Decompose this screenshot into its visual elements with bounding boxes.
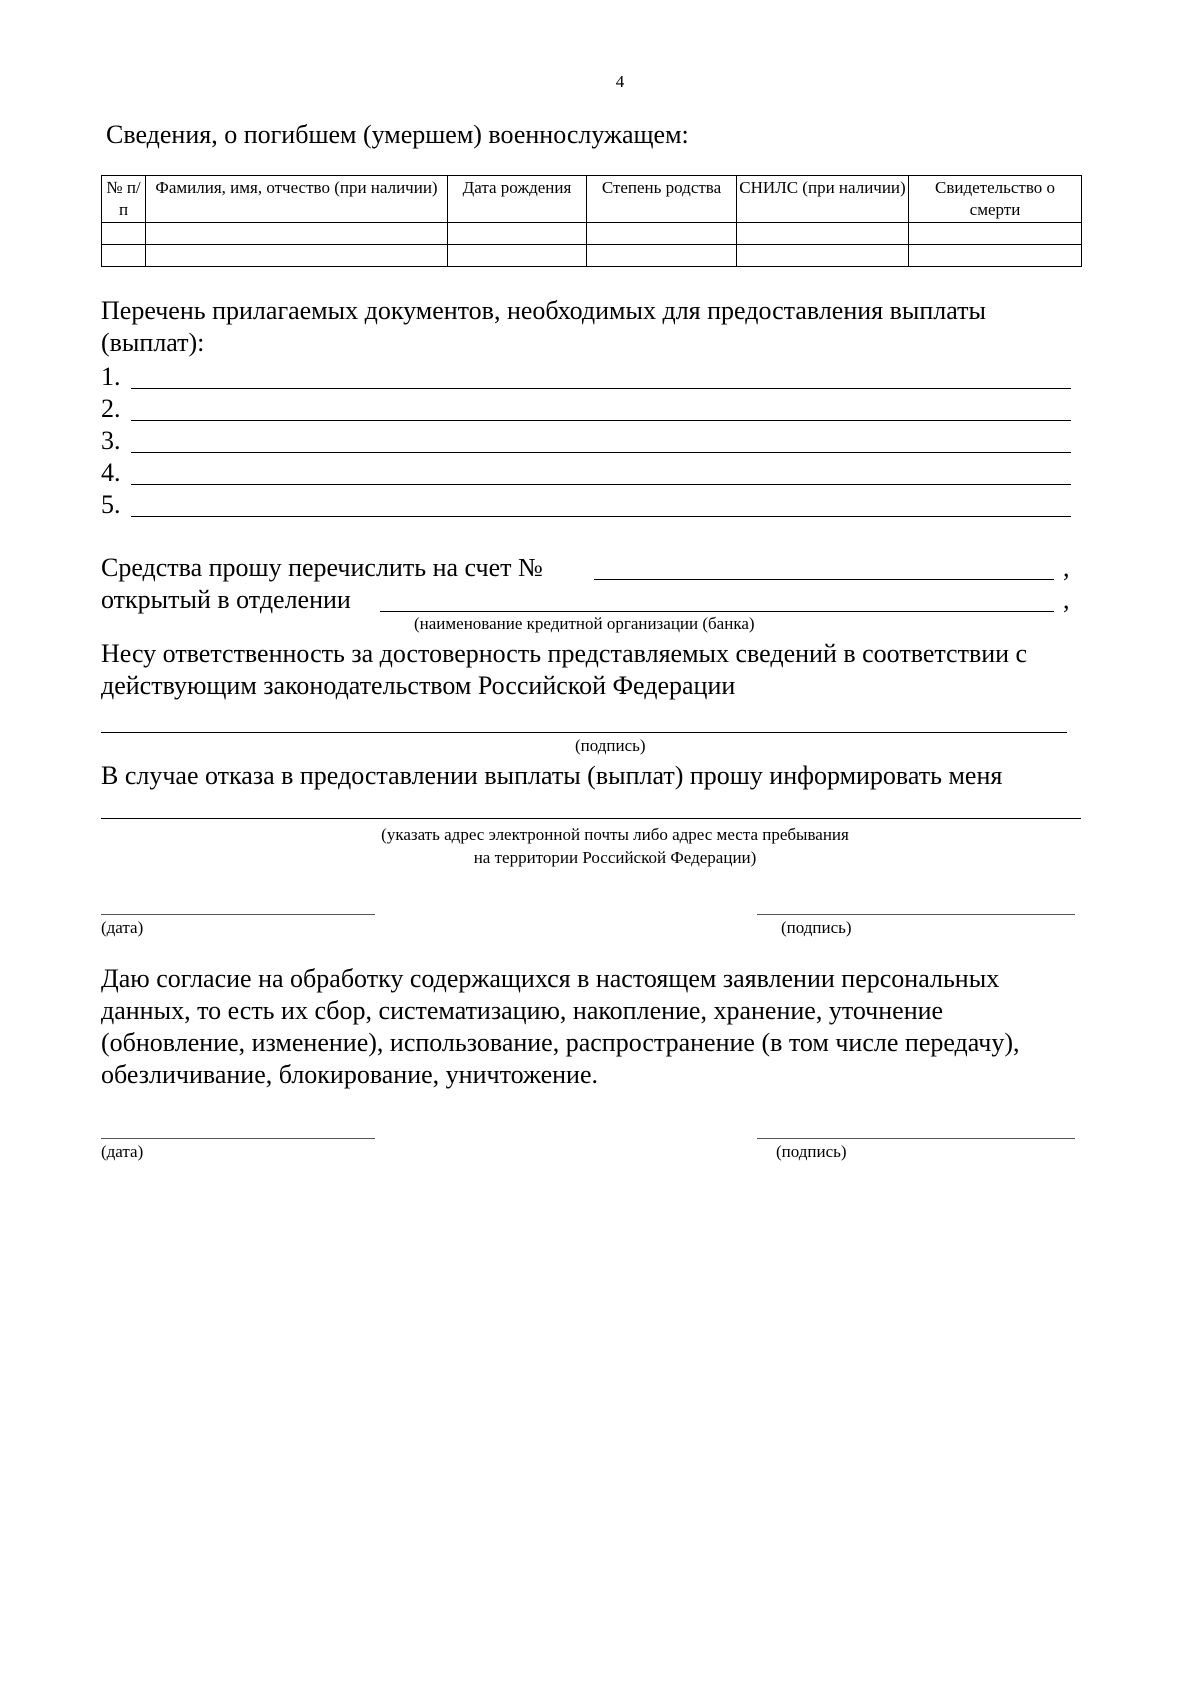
consent-signature-caption: (подпись)	[776, 1142, 847, 1161]
documents-heading-line-2: (выплат):	[101, 328, 205, 357]
account-number-blank-line[interactable]	[594, 579, 1054, 580]
responsibility-signature-line[interactable]	[101, 732, 1067, 733]
refusal-address-line[interactable]	[101, 818, 1081, 819]
document-item-blank-line[interactable]	[131, 420, 1071, 421]
refusal-signature-caption: (подпись)	[781, 918, 852, 937]
bank-branch-blank-line[interactable]	[380, 611, 1054, 612]
table-cell[interactable]	[102, 245, 146, 267]
consent-line-3: (обновление, изменение), использование, распространение (в том числе передачу),	[101, 1028, 1020, 1057]
document-item-number: 3.	[101, 426, 121, 455]
column-header-death-certificate: Свидетельство о смерти	[909, 176, 1082, 223]
table-header-row	[102, 176, 1082, 223]
table-cell[interactable]	[102, 223, 146, 245]
consent-date-caption: (дата)	[101, 1142, 144, 1161]
consent-line-4: обезличивание, блокирование, уничтожение.	[101, 1060, 598, 1089]
refusal-date-caption: (дата)	[101, 918, 144, 937]
consent-signature-line[interactable]	[757, 1138, 1075, 1139]
table-row	[102, 245, 1082, 267]
refusal-caption-line-2: на территории Российской Федерации)	[473, 848, 757, 867]
page-number: 4	[615, 72, 625, 91]
document-item-blank-line[interactable]	[131, 516, 1071, 517]
consent-line-1: Даю согласие на обработку содержащихся в настоящем заявлении персональных	[101, 964, 1000, 993]
bank-caption: (наименование кредитной организации (банка)	[414, 614, 755, 633]
refusal-caption-line-1: (указать адрес электронной почты либо адрес места пребывания	[381, 825, 849, 844]
refusal-signature-line[interactable]	[757, 914, 1075, 915]
deceased-section-title: Сведения, о погибшем (умершем) военнослужащем:	[106, 120, 689, 149]
table-cell[interactable]	[587, 223, 737, 245]
deceased-table	[101, 175, 1082, 267]
responsibility-line-1: Несу ответственность за достоверность представляемых сведений в соответствии с	[101, 639, 1028, 668]
refusal-date-line[interactable]	[101, 914, 375, 915]
document-item-number: 4.	[101, 458, 121, 487]
column-header-full-name: Фамилия, имя, отчество (при наличии)	[146, 176, 448, 223]
document-item-number: 1.	[101, 362, 121, 391]
table-cell[interactable]	[737, 223, 909, 245]
table-cell[interactable]	[448, 223, 587, 245]
document-item-number: 5.	[101, 490, 121, 519]
bank-branch-label: открытый в отделении	[101, 585, 351, 614]
table-cell[interactable]	[737, 245, 909, 267]
table-cell[interactable]	[587, 245, 737, 267]
refusal-text: В случае отказа в предоставлении выплаты (выплат) прошу информировать меня	[101, 761, 1003, 790]
table-cell[interactable]	[146, 245, 448, 267]
table-cell[interactable]	[448, 245, 587, 267]
table-cell[interactable]	[909, 245, 1082, 267]
responsibility-line-2: действующим законодательством Российской Федерации	[101, 671, 736, 700]
bank-branch-comma: ,	[1063, 585, 1070, 614]
table-cell[interactable]	[146, 223, 448, 245]
account-number-label: Средства прошу перечислить на счет №	[101, 553, 543, 582]
consent-date-line[interactable]	[101, 1138, 375, 1139]
document-item-number: 2.	[101, 394, 121, 423]
account-number-comma: ,	[1063, 553, 1070, 582]
column-header-number: № п/п	[102, 176, 146, 223]
table-row	[102, 223, 1082, 245]
column-header-birth-date: Дата рождения	[448, 176, 587, 223]
table-cell[interactable]	[909, 223, 1082, 245]
document-item-blank-line[interactable]	[131, 484, 1071, 485]
documents-heading-line-1: Перечень прилагаемых документов, необходимых для предоставления выплаты	[101, 296, 986, 325]
column-header-relation: Степень родства	[587, 176, 737, 223]
document-item-blank-line[interactable]	[131, 388, 1071, 389]
responsibility-signature-caption: (подпись)	[575, 736, 646, 755]
column-header-snils: СНИЛС (при наличии)	[737, 176, 909, 223]
document-item-blank-line[interactable]	[131, 452, 1071, 453]
consent-line-2: данных, то есть их сбор, систематизацию, накопление, хранение, уточнение	[101, 996, 944, 1025]
